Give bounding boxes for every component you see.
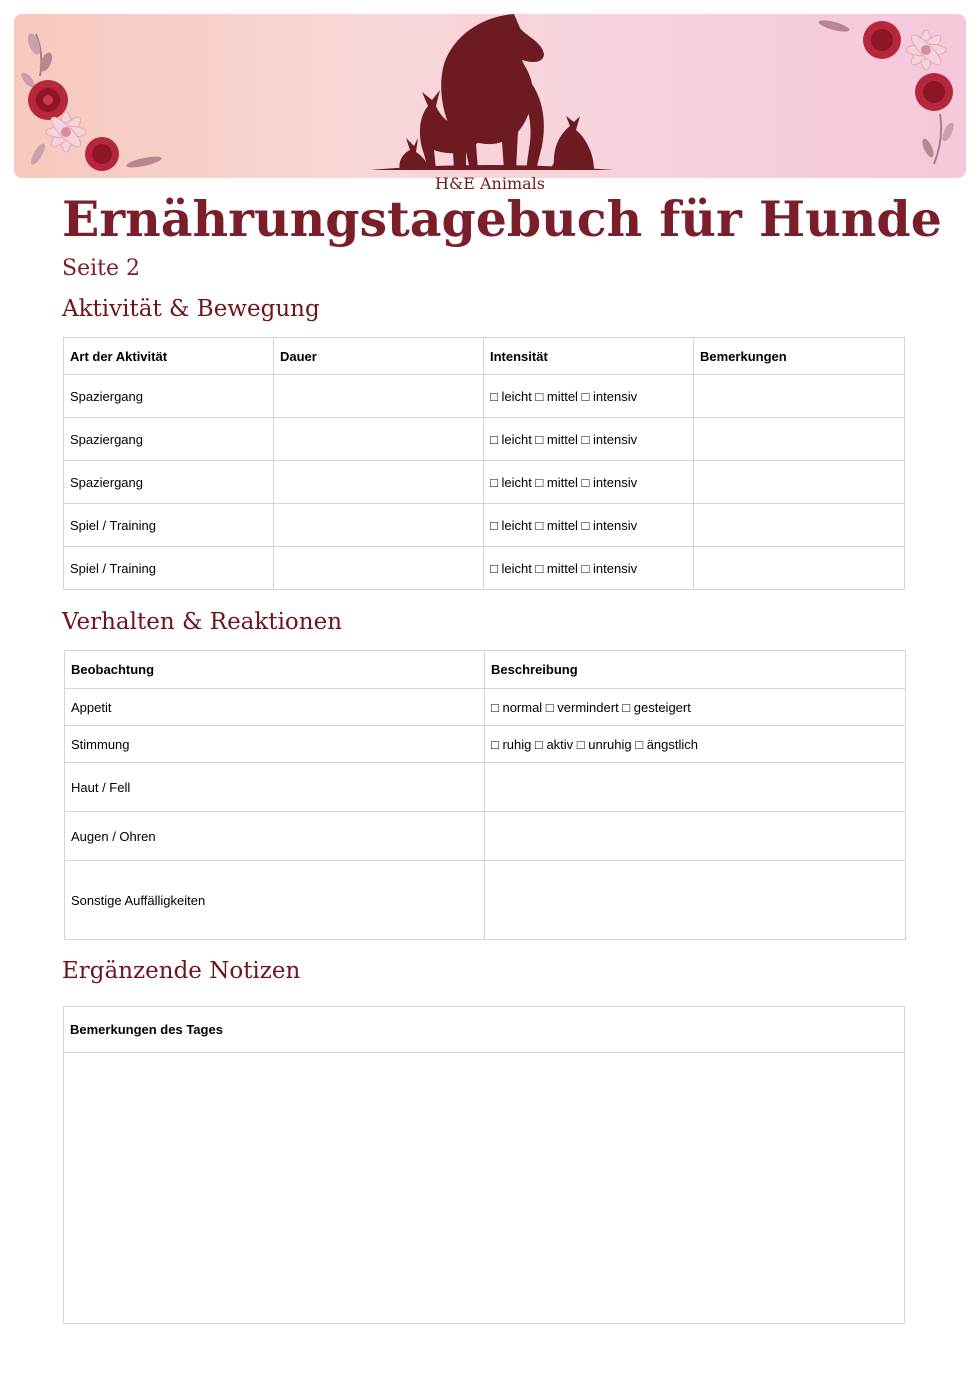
activity-type-cell: Spiel / Training	[64, 547, 274, 590]
duration-cell[interactable]	[274, 418, 484, 461]
activity-type-cell: Spaziergang	[64, 375, 274, 418]
intensity-cell[interactable]: □ leicht □ mittel □ intensiv	[484, 418, 694, 461]
duration-cell[interactable]	[274, 547, 484, 590]
flower-decoration-left	[19, 32, 162, 171]
column-header: Dauer	[274, 338, 484, 375]
duration-cell[interactable]	[274, 461, 484, 504]
table-row	[64, 375, 905, 418]
description-cell[interactable]	[485, 861, 906, 940]
table-row	[65, 726, 906, 763]
observation-cell: Appetit	[65, 689, 485, 726]
table-row	[64, 418, 905, 461]
table-row	[65, 861, 906, 940]
table-row	[64, 504, 905, 547]
observation-cell: Augen / Ohren	[65, 812, 485, 861]
notes-table	[63, 1006, 905, 1324]
table-row	[64, 461, 905, 504]
observation-cell: Stimmung	[65, 726, 485, 763]
table-row	[64, 547, 905, 590]
activity-type-cell: Spaziergang	[64, 418, 274, 461]
activity-type-cell: Spiel / Training	[64, 504, 274, 547]
brand-name: H&E Animals	[435, 174, 545, 193]
page-title: Ernährungstagebuch für Hunde	[62, 190, 942, 248]
animals-flowers-illustration	[14, 14, 966, 178]
notes-cell[interactable]	[694, 375, 905, 418]
notes-heading: Ergänzende Notizen	[62, 958, 301, 984]
intensity-cell[interactable]: □ leicht □ mittel □ intensiv	[484, 504, 694, 547]
behavior-table	[64, 650, 906, 940]
column-header: Art der Aktivität	[64, 338, 274, 375]
description-cell[interactable]	[485, 763, 906, 812]
notes-cell[interactable]	[694, 461, 905, 504]
table-header-row	[64, 338, 905, 375]
activity-heading: Aktivität & Bewegung	[62, 296, 320, 322]
duration-cell[interactable]	[274, 504, 484, 547]
page-subtitle: Seite 2	[62, 256, 140, 281]
behavior-heading: Verhalten & Reaktionen	[62, 609, 343, 635]
notes-cell[interactable]	[694, 504, 905, 547]
description-cell[interactable]	[485, 812, 906, 861]
observation-cell: Sonstige Auffälligkeiten	[65, 861, 485, 940]
observation-cell: Haut / Fell	[65, 763, 485, 812]
table-row	[65, 812, 906, 861]
column-header: Intensität	[484, 338, 694, 375]
column-header: Bemerkungen des Tages	[64, 1007, 905, 1053]
table-row	[65, 689, 906, 726]
intensity-cell[interactable]: □ leicht □ mittel □ intensiv	[484, 547, 694, 590]
activity-table	[63, 337, 905, 590]
intensity-cell[interactable]: □ leicht □ mittel □ intensiv	[484, 375, 694, 418]
table-header-row	[65, 651, 906, 689]
animal-silhouette	[370, 14, 614, 170]
notes-area[interactable]	[64, 1053, 905, 1324]
notes-cell[interactable]	[694, 547, 905, 590]
intensity-cell[interactable]: □ leicht □ mittel □ intensiv	[484, 461, 694, 504]
description-cell[interactable]: □ ruhig □ aktiv □ unruhig □ ängstlich	[485, 726, 906, 763]
description-cell[interactable]: □ normal □ vermindert □ gesteigert	[485, 689, 906, 726]
column-header: Bemerkungen	[694, 338, 905, 375]
table-header-row	[64, 1007, 905, 1053]
duration-cell[interactable]	[274, 375, 484, 418]
activity-type-cell: Spaziergang	[64, 461, 274, 504]
column-header: Beobachtung	[65, 651, 485, 689]
flower-decoration-right	[818, 18, 956, 164]
table-row	[65, 763, 906, 812]
header-banner	[14, 14, 966, 178]
notes-cell[interactable]	[694, 418, 905, 461]
notes-area-row	[64, 1053, 905, 1324]
column-header: Beschreibung	[485, 651, 906, 689]
